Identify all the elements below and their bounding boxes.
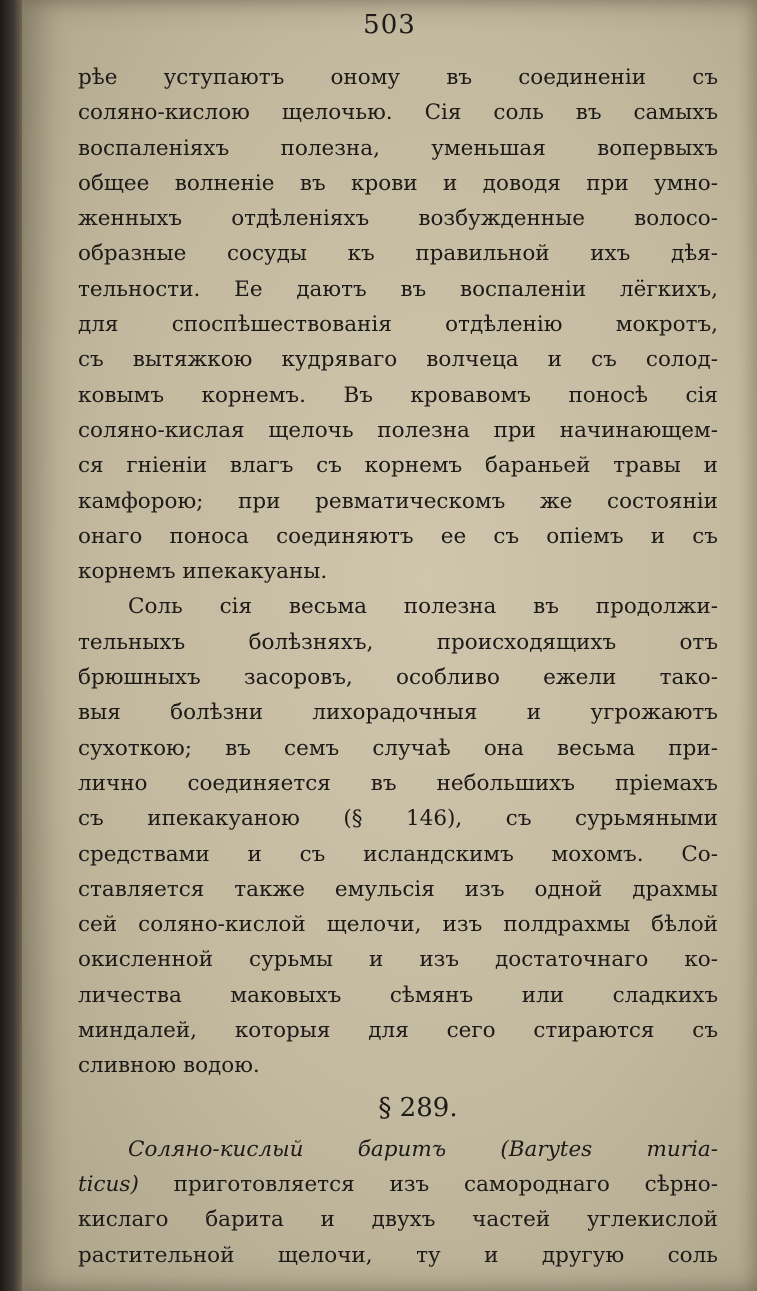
text-line: ставляется также емульсія изъ одной драхмы	[78, 876, 718, 902]
paragraph-2	[78, 589, 718, 1083]
text-line: Соль сія весьма полезна въ продолжи-	[128, 594, 718, 620]
text-line: ся гніеніи влагъ съ корнемъ бараньей травы и	[78, 453, 718, 479]
text-line: соляно-кислая щелочь полезна при начинающем-	[78, 417, 718, 443]
text-line	[78, 1167, 718, 1202]
book-spine-shadow	[0, 0, 22, 1291]
text-line: личества маковыхъ сѣмянъ или сладкихъ	[78, 982, 718, 1008]
text-line: для споспѣшествованія отдѣленію мокротъ,	[78, 312, 718, 338]
text-line: образные сосуды къ правильной ихъ дѣя-	[78, 241, 718, 267]
text-line: выя болѣзни лихорадочныя и угрожаютъ	[78, 700, 718, 726]
text-line: корнемъ ипекакуаны.	[78, 559, 328, 585]
text-line: ковымъ корнемъ. Въ кровавомъ поносѣ сія	[78, 382, 718, 408]
text-line: кислаго барита и двухъ частей углекислой	[78, 1207, 718, 1233]
paragraph-1	[78, 60, 718, 589]
text-line: рѣе уступаютъ оному въ соединеніи съ	[78, 65, 718, 90]
text-line: окисленной сурьмы и изъ достаточнаго ко-	[78, 947, 718, 973]
text-line	[78, 1132, 718, 1167]
text-line: сливною водою.	[78, 1053, 260, 1079]
section-heading: § 289.	[378, 1092, 458, 1123]
text-line: миндалей, которыя для сего стираются съ	[78, 1018, 718, 1044]
text-line: онаго поноса соединяютъ ее съ опіемъ и съ	[78, 523, 718, 549]
text-line: соляно-кислою щелочью. Сія соль въ самыхъ	[78, 100, 718, 126]
text-line: сухоткою; въ семъ случаѣ она весьма при-	[78, 735, 718, 761]
text-line: средствами и съ исландскимъ мохомъ. Со-	[78, 841, 718, 867]
italic-term: Соляно-кислый баритъ (Barytes muria-	[128, 1136, 718, 1162]
text-line: брюшныхъ засоровъ, особливо ежели тако-	[78, 665, 718, 691]
text-line: растительной щелочи, ту и другую соль	[78, 1242, 718, 1268]
paragraph-3	[78, 1132, 718, 1273]
text-line: съ вытяжкою кудряваго волчеца и съ солод-	[78, 347, 718, 373]
text-line: тельныхъ болѣзняхъ, происходящихъ отъ	[78, 629, 718, 655]
text-line: воспаленіяхъ полезна, уменьшая вопервыхъ	[78, 135, 718, 161]
text-line: общее волненіе въ крови и доводя при умно-	[78, 170, 718, 196]
page-text	[78, 60, 718, 1273]
text-line: съ ипекакуаною (§ 146), съ сурьмяными	[78, 806, 718, 832]
text-line: женныхъ отдѣленіяхъ возбужденные волосо-	[78, 206, 718, 232]
text-line: лично соединяется въ небольшихъ пріемахъ	[78, 770, 718, 796]
book-page	[22, 0, 757, 1291]
italic-term: ticus)	[78, 1171, 139, 1197]
page-number: 503	[363, 10, 416, 40]
text-line: тельности. Ее даютъ въ воспаленіи лёгкихъ,	[78, 276, 718, 302]
text-segment: приготовляется изъ самороднаго сѣрно-	[173, 1171, 718, 1197]
text-line: камфорою; при ревматическомъ же состояніи	[78, 488, 718, 514]
text-line: сей соляно-кислой щелочи, изъ полдрахмы бѣлой	[78, 912, 718, 938]
